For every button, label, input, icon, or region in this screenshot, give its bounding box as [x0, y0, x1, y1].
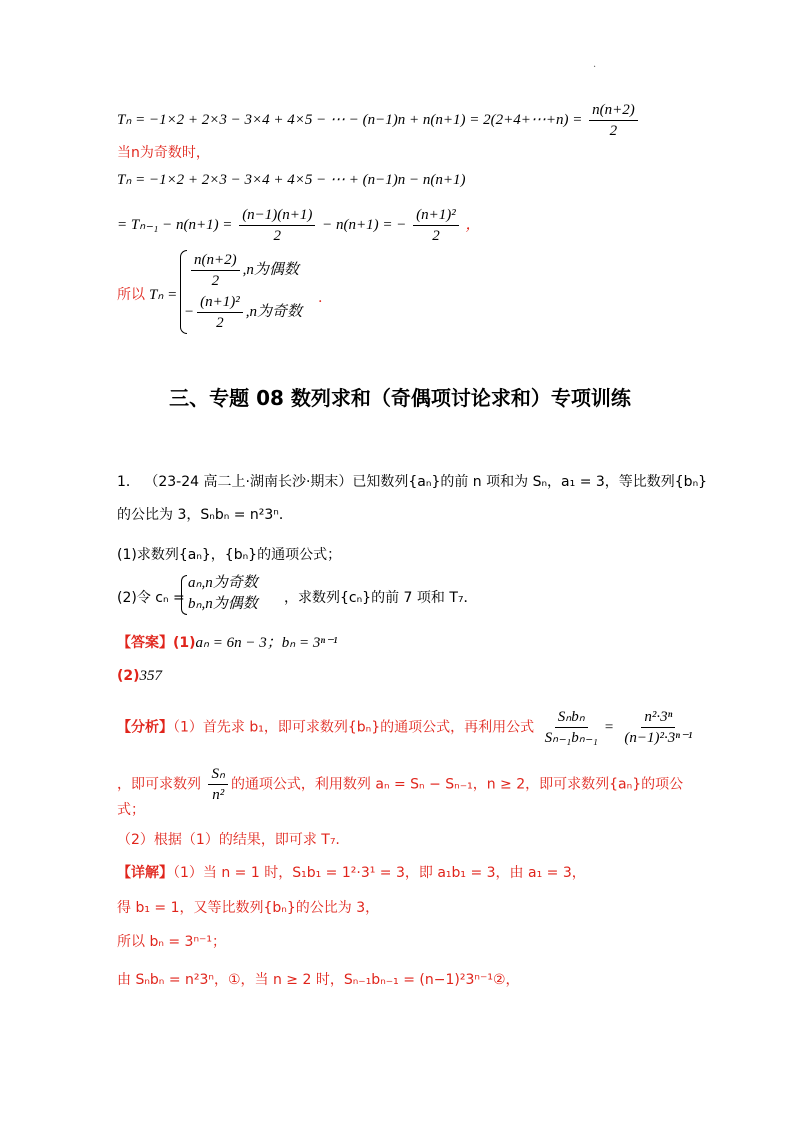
detail-line-2: 得 b₁ = 1，又等比数列{bₙ}的公比为 3，: [117, 900, 380, 916]
fraction-denominator: 2: [609, 123, 618, 139]
fraction-denominator: 2: [432, 228, 440, 244]
fraction-numerator: n(n+2): [191, 250, 240, 271]
tn-odd-fraction-b: [413, 205, 459, 246]
fraction-numerator: (n−1)(n+1): [239, 205, 315, 226]
tn-even-line: [117, 100, 641, 141]
tn-odd-expression-start: = Tₙ₋₁ − n(n+1) =: [117, 216, 233, 233]
analysis-label: 【分析】: [117, 719, 173, 736]
problem-line-1: 1． （23-24 高二上·湖南长沙·期末）已知数列{aₙ}的前 n 项和为 Sₙ，a₁ = 3，等比数列{bₙ}: [117, 474, 708, 490]
piece-even-condition: ,n为偶数: [242, 261, 299, 278]
fraction-denominator: 2: [273, 228, 282, 244]
tn-odd-expression-mid: − n(n+1) = −: [322, 216, 407, 233]
analysis-line-1: [117, 707, 698, 748]
detail-line-4: 由 Sₙbₙ = n²3ⁿ，①，当 n ≥ 2 时，Sₙ₋₁bₙ₋₁ = (n−1)²3ⁿ⁻¹②，: [117, 972, 520, 988]
fraction-numerator: (n+1)²: [197, 292, 243, 313]
question-2-case-even: bₙ,n为偶数: [188, 596, 258, 612]
fraction-denominator: 2: [216, 315, 224, 331]
fraction-denominator: 2: [211, 273, 220, 289]
analysis-fraction-3: [208, 764, 227, 805]
analysis-line-4: （2）根据（1）的结果，即可求 T₇.: [117, 832, 340, 848]
tn-even-fraction: [589, 100, 638, 141]
detail-line-1: [117, 863, 586, 883]
analysis-line-2-text: ，即可求数列: [117, 776, 201, 793]
problem-line-2: 的公比为 3，Sₙbₙ = n²3ⁿ．: [117, 507, 293, 523]
detail-line-1-text: （1）当 n = 1 时，S₁b₁ = 1²·3¹ = 3，即 a₁b₁ = 3，由 a₁ = 3，: [173, 865, 586, 881]
corner-mark: ·: [593, 62, 597, 73]
tn-odd-line: Tₙ = −1×2 + 2×3 − 3×4 + 4×5 − ⋯ + (n−1)n − n(n+1): [117, 172, 466, 188]
analysis-line-1-text: （1）首先求 b₁，即可求数列{bₙ}的通项公式，再利用公式: [173, 719, 535, 736]
fraction-numerator: n(n+2): [589, 100, 638, 121]
question-1: (1)求数列{aₙ}，{bₙ}的通项公式；: [117, 547, 342, 563]
piece-odd-fraction: [197, 292, 243, 333]
fraction-numerator: Sₙ: [208, 764, 227, 785]
answer-part-1-number: (1): [173, 635, 196, 651]
analysis-fraction-1: [542, 707, 601, 748]
detail-label: 【详解】: [117, 865, 173, 881]
answer-label: 【答案】: [117, 635, 173, 651]
fraction-numerator: Sₙbₙ: [555, 707, 588, 728]
piece-dot: .: [318, 290, 323, 306]
answer-line-1: [117, 633, 338, 653]
so-label: 所以: [117, 287, 145, 303]
fraction-numerator: (n+1)²: [413, 205, 459, 226]
analysis-line-3: 式；: [117, 802, 145, 818]
answer-line-2: [117, 666, 162, 686]
tn-odd-line-2: [117, 205, 481, 246]
piece-odd: [184, 292, 302, 333]
piece-odd-condition: ,n为奇数: [245, 303, 302, 320]
odd-case-label: 当n为奇数时，: [117, 145, 210, 161]
detail-line-3: 所以 bₙ = 3ⁿ⁻¹；: [117, 934, 227, 950]
tn-odd-fraction-a: [239, 205, 315, 246]
fraction-denominator: (n−1)²·3ⁿ⁻¹: [624, 730, 693, 746]
answer-part-2-number: (2): [117, 668, 140, 684]
tn-odd-comma: ，: [465, 216, 481, 233]
piece-even: [188, 250, 299, 291]
tn-symbol: Tₙ =: [149, 287, 178, 303]
question-2-prefix: (2)令 cₙ =: [117, 590, 185, 606]
fraction-denominator: Sₙ₋₁bₙ₋₁: [544, 730, 598, 746]
analysis-equals: =: [603, 719, 614, 736]
analysis-line-2: [117, 764, 683, 805]
question-2-case-odd: aₙ,n为奇数: [188, 575, 258, 591]
analysis-line-2-text-b: 的通项公式，利用数列 aₙ = Sₙ − Sₙ₋₁，n ≥ 2，即可求数列{aₙ}的项公: [230, 776, 684, 793]
answer-part-2: 357: [139, 668, 163, 684]
tn-even-expression: Tₙ = −1×2 + 2×3 − 3×4 + 4×5 − ⋯ − (n−1)n + n(n+1) = 2(2+4+⋯+n) =: [117, 111, 583, 128]
fraction-numerator: n²·3ⁿ: [641, 707, 675, 728]
analysis-fraction-2: [621, 707, 695, 748]
question-2-suffix: ，求数列{cₙ}的前 7 项和 T₇．: [284, 590, 478, 606]
fraction-denominator: n²: [212, 787, 225, 803]
answer-part-1: aₙ = 6n − 3；bₙ = 3ⁿ⁻¹: [195, 635, 338, 651]
section-title: 三、专题 08 数列求和（奇偶项讨论求和）专项训练: [169, 386, 631, 410]
question-2-brace: [181, 575, 187, 615]
piece-odd-sign: −: [184, 303, 195, 320]
piece-even-fraction: [191, 250, 240, 291]
